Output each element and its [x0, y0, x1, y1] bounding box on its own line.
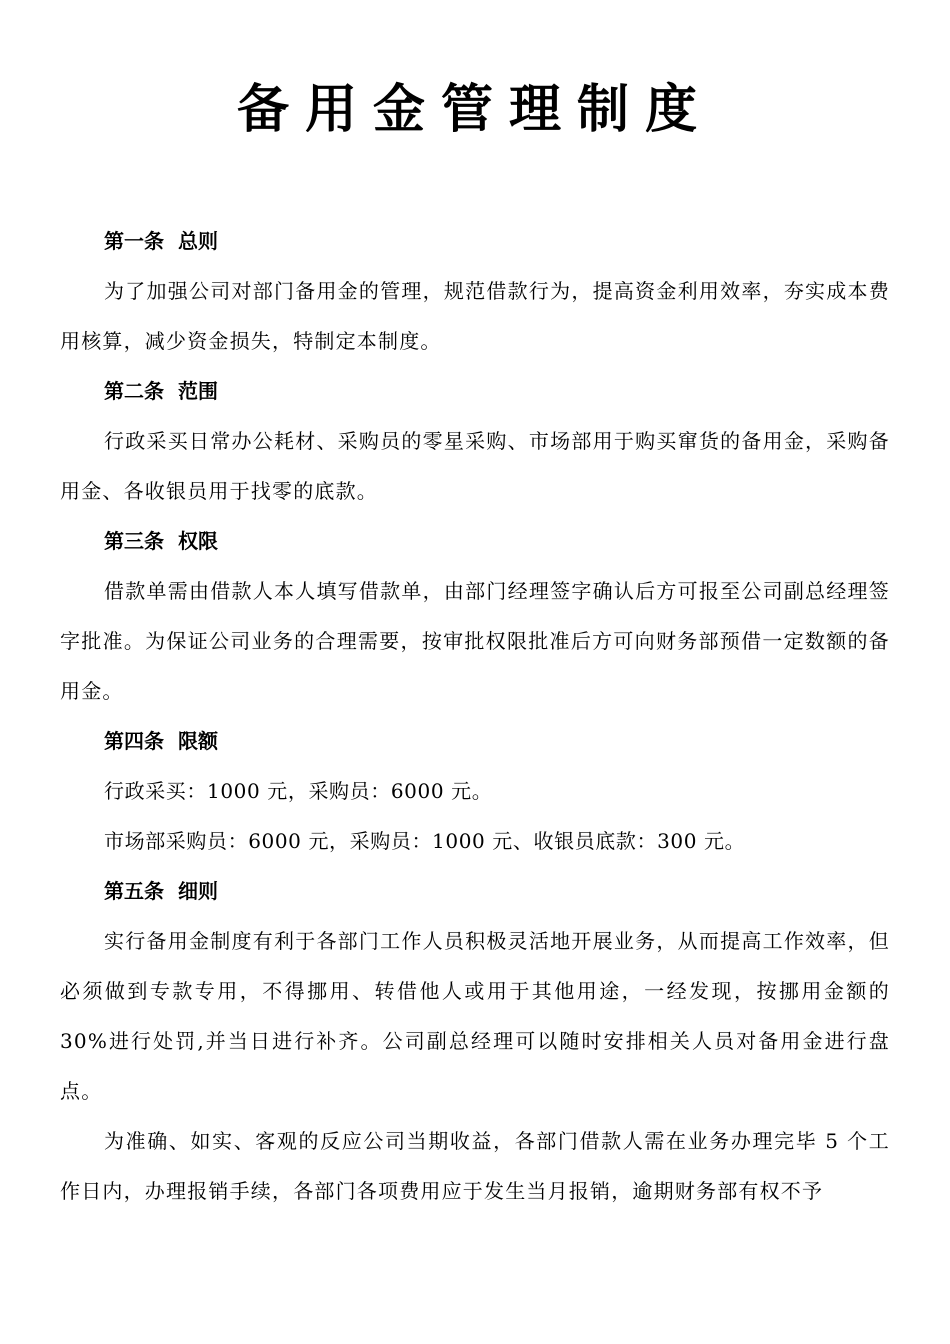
document-title: 备用金管理制度 [236, 80, 713, 140]
paragraph: 实行备用金制度有利于各部门工作人员积极灵活地开展业务，从而提高工作效率，但必须做到专款专用，不得挪用、转借他人或用于其他用途，一经发现，按挪用金额的 30%进行处罚,并当日进行补齐。公司副总经理可以随时安排相关人员对备用金进行盘点。 [60, 929, 890, 1103]
section-number: 第一条 [104, 229, 164, 253]
paragraph: 为准确、如实、客观的反应公司当期收益，各部门借款人需在业务办理完毕 5 个工作日内，办理报销手续，各部门各项费用应于发生当月报销，逾期财务部有权不予 [60, 1129, 890, 1203]
section-authority [60, 516, 890, 716]
section-heading [60, 516, 890, 566]
section-heading [60, 866, 890, 916]
paragraph: 行政采买日常办公耗材、采购员的零星采购、市场部用于购买窜货的备用金，采购备用金、各收银员用于找零的底款。 [60, 429, 890, 503]
section-number: 第二条 [104, 379, 164, 403]
section-number: 第三条 [104, 529, 164, 553]
paragraph: 行政采买：1000 元，采购员：6000 元。 [104, 779, 493, 803]
section-details [60, 866, 890, 1216]
section-heading [60, 366, 890, 416]
section-name: 权限 [178, 529, 218, 553]
section-name: 范围 [178, 379, 218, 403]
section-name: 限额 [178, 729, 218, 753]
section-limits [60, 716, 890, 866]
paragraph: 为了加强公司对部门备用金的管理，规范借款行为，提高资金利用效率，夯实成本费用核算，减少资金损失，特制定本制度。 [60, 279, 890, 353]
section-name: 细则 [178, 879, 218, 903]
paragraph: 市场部采购员：6000 元，采购员：1000 元、收银员底款：300 元。 [104, 829, 746, 853]
section-heading [60, 216, 890, 266]
section-heading [60, 716, 890, 766]
paragraph: 借款单需由借款人本人填写借款单，由部门经理签字确认后方可报至公司副总经理签字批准。为保证公司业务的合理需要，按审批权限批准后方可向财务部预借一定数额的备用金。 [60, 579, 890, 703]
section-number: 第五条 [104, 879, 164, 903]
section-name: 总则 [178, 229, 218, 253]
section-scope [60, 366, 890, 516]
section-general [60, 216, 890, 366]
section-number: 第四条 [104, 729, 164, 753]
document-body [60, 216, 890, 1216]
